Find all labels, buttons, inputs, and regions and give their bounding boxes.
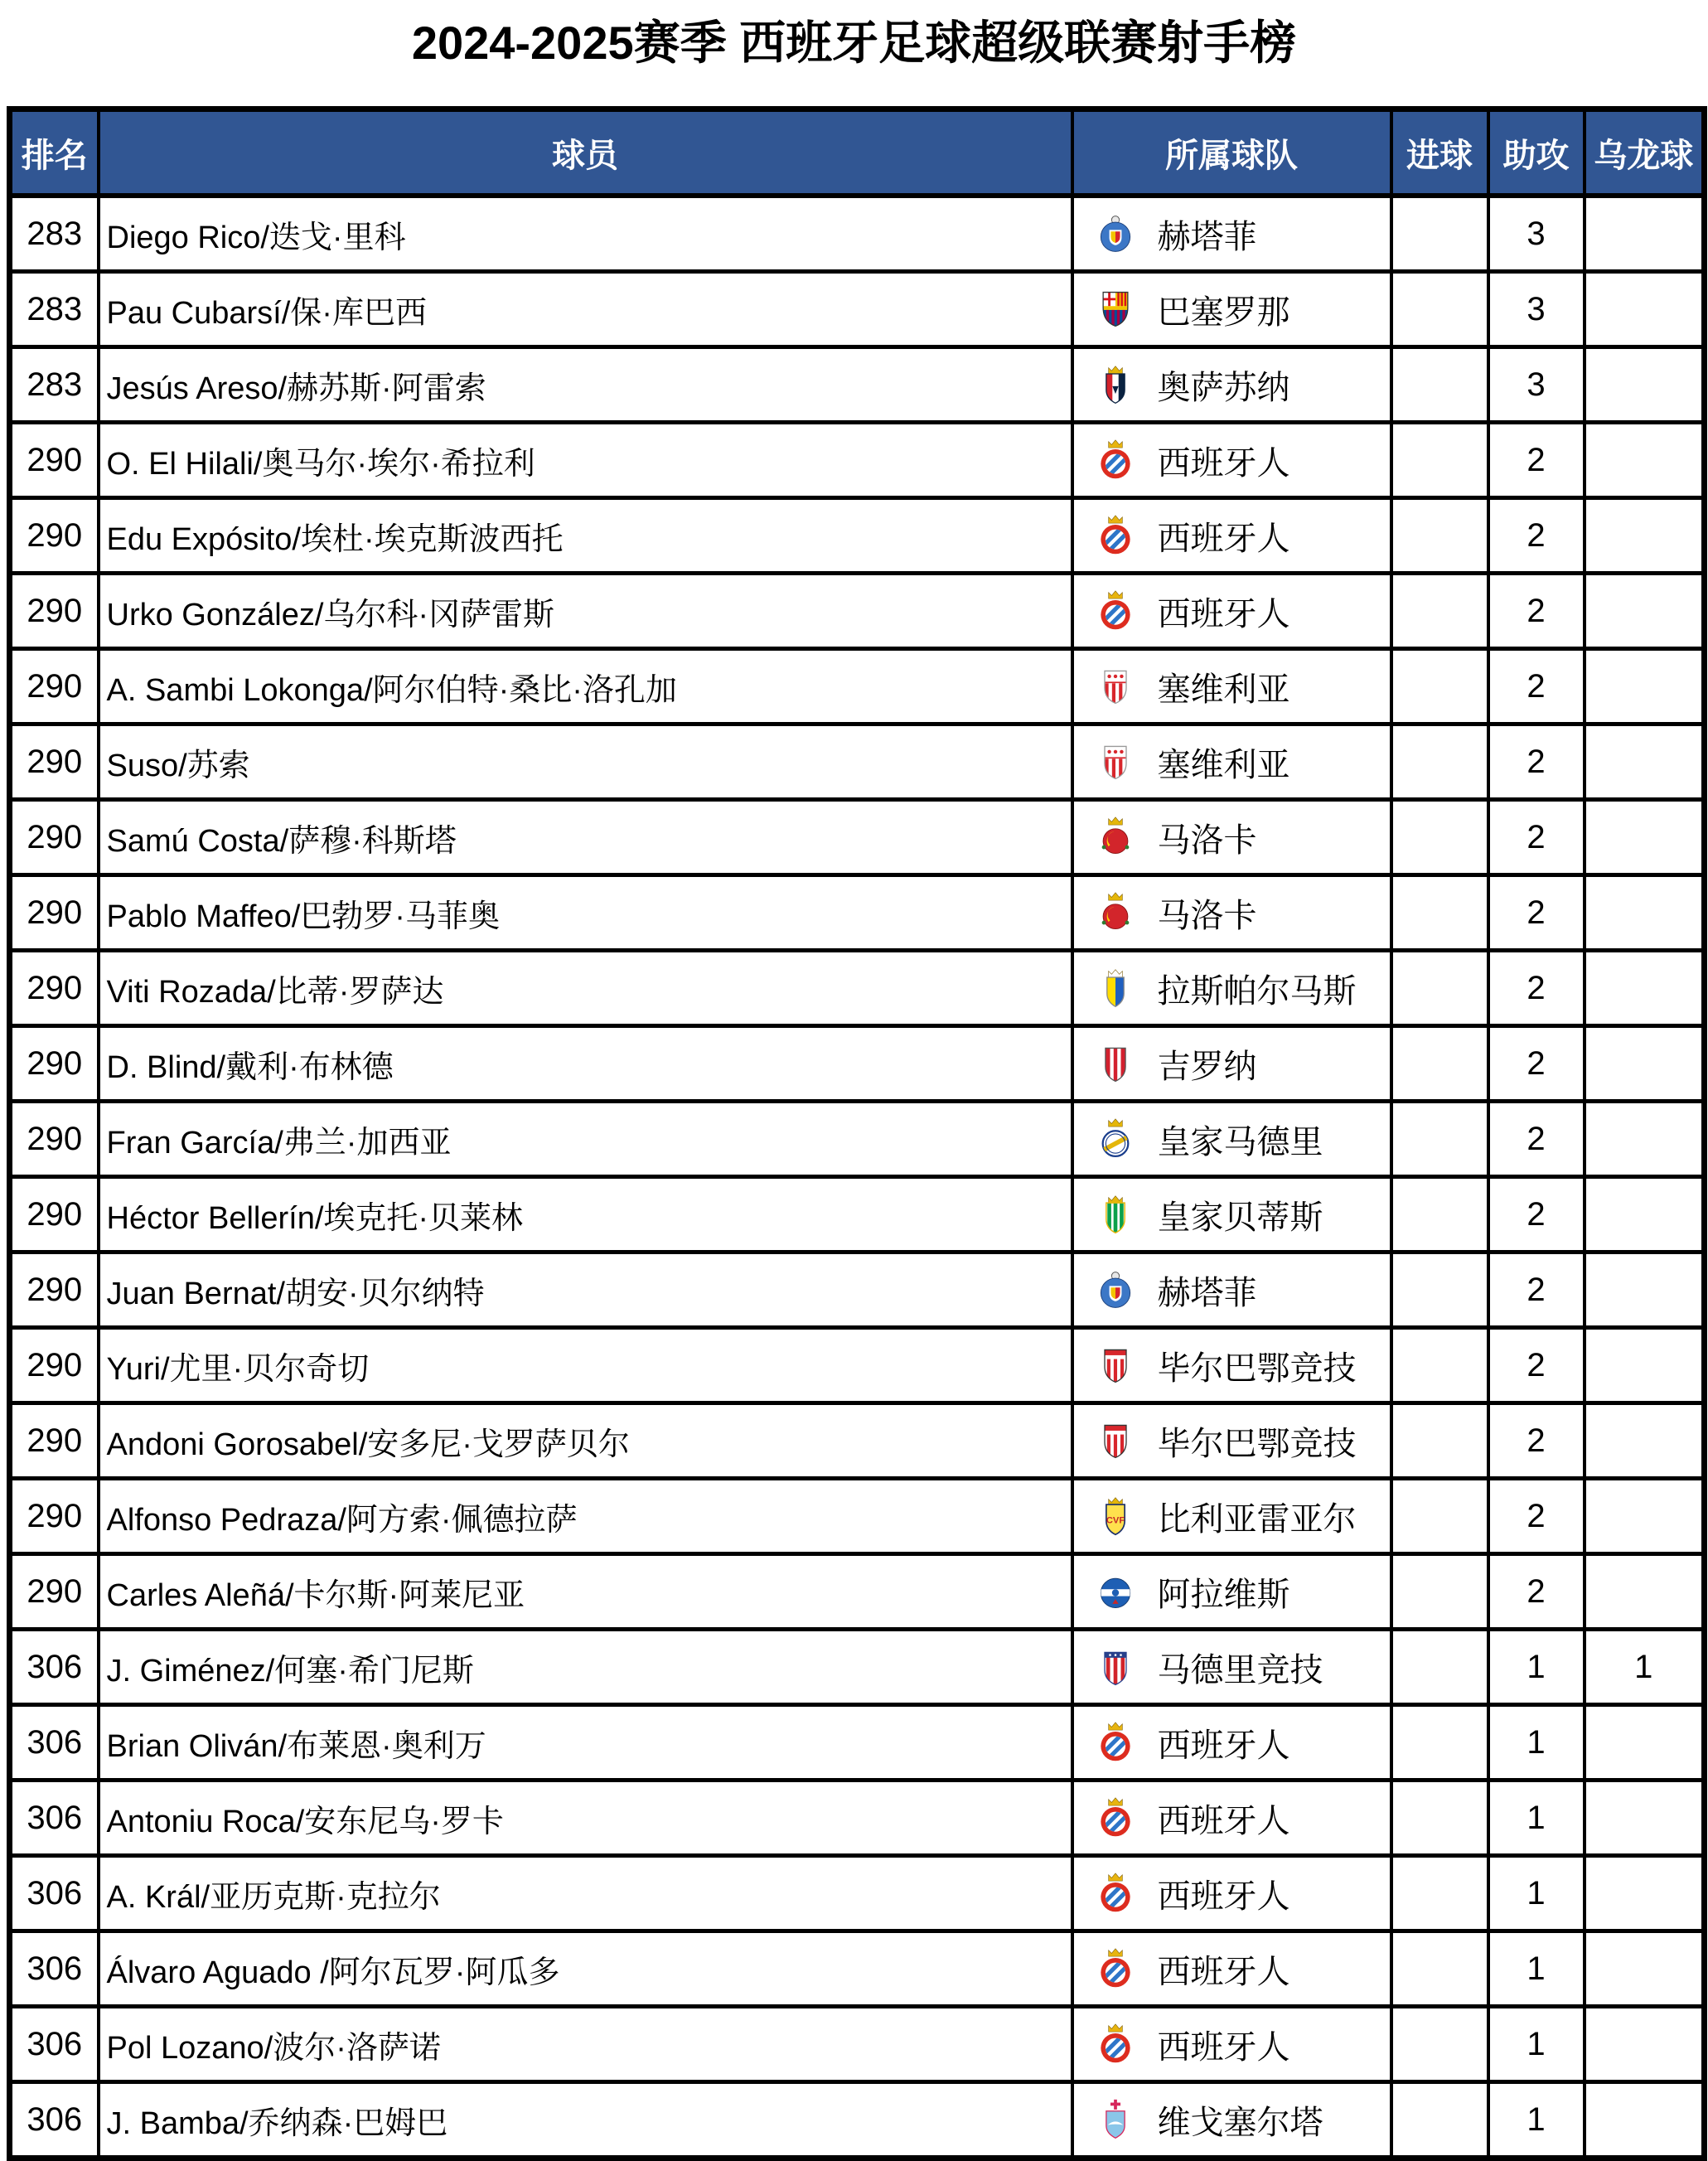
team-wrap [1075,739,1389,786]
own-goals-cell [1585,1102,1705,1177]
scorers-table [7,106,1707,2161]
sevilla-badge-icon [1096,740,1135,783]
espanyol-badge-icon [1096,1947,1135,1990]
player-cell: O. El Hilali/奥马尔·埃尔·希拉利 [99,423,1072,498]
goals-cell [1391,1177,1488,1253]
table-row [10,649,1705,724]
table-row [10,272,1705,347]
player-cell: Jesús Areso/赫苏斯·阿雷索 [99,347,1072,423]
team-cell [1072,1781,1391,1856]
goals-cell [1391,875,1488,951]
rank-cell: 290 [10,1177,99,1253]
espanyol-badge-icon [1096,589,1135,632]
team-name: 赫塔菲 [1157,218,1257,255]
goals-cell [1391,272,1488,347]
team-cell [1072,2007,1391,2082]
rank-cell: 290 [10,800,99,875]
team-cell [1072,1403,1391,1479]
team-cell [1072,423,1391,498]
team-cell [1072,875,1391,951]
team-wrap [1075,588,1389,635]
rank-cell: 306 [10,2007,99,2082]
team-name: 比利亚雷亚尔 [1157,1500,1357,1538]
goals-cell [1391,1328,1488,1403]
table-row [10,574,1705,649]
player-cell: Fran García/弗兰·加西亚 [99,1102,1072,1177]
column-header-goals: 进球 [1391,109,1488,196]
assists-cell: 2 [1488,1253,1585,1328]
own-goals-cell [1585,1856,1705,1931]
barcelona-badge-icon [1096,288,1135,331]
goals-cell [1391,1253,1488,1328]
rank-cell: 290 [10,951,99,1026]
player-cell: Samú Costa/萨穆·科斯塔 [99,800,1072,875]
team-wrap [1075,814,1389,861]
goals-cell [1391,1102,1488,1177]
assists-cell: 2 [1488,649,1585,724]
team-wrap [1075,1116,1389,1163]
rank-cell: 306 [10,1856,99,1931]
rank-cell: 290 [10,1554,99,1630]
assists-cell: 2 [1488,1102,1585,1177]
svg-text:CVF: CVF [1106,1515,1125,1526]
team-cell [1072,1931,1391,2007]
table-row [10,347,1705,423]
team-wrap [1075,286,1389,333]
team-name: 马德里竞技 [1157,1651,1323,1689]
assists-cell: 1 [1488,1705,1585,1781]
team-wrap [1075,361,1389,409]
team-cell [1072,649,1391,724]
team-wrap [1075,1417,1389,1465]
team-wrap [1075,663,1389,710]
team-cell [1072,1102,1391,1177]
player-cell: Yuri/尤里·贝尔奇切 [99,1328,1072,1403]
column-header-player: 球员 [99,109,1072,196]
goals-cell [1391,423,1488,498]
goals-cell [1391,1026,1488,1102]
team-name: 西班牙人 [1157,595,1290,632]
rank-cell: 283 [10,196,99,272]
own-goals-cell [1585,1554,1705,1630]
goals-cell [1391,498,1488,574]
player-cell: Alfonso Pedraza/阿方索·佩德拉萨 [99,1479,1072,1554]
column-header-rank: 排名 [10,109,99,196]
player-cell: Carles Aleñá/卡尔斯·阿莱尼亚 [99,1554,1072,1630]
team-name: 西班牙人 [1157,1953,1290,1990]
column-header-assists: 助攻 [1488,109,1585,196]
athletic-badge-icon [1096,1419,1135,1462]
player-cell: J. Giménez/何塞·希门尼斯 [99,1630,1072,1705]
own-goals-cell [1585,1177,1705,1253]
table-row [10,724,1705,800]
own-goals-cell [1585,423,1705,498]
assists-cell: 2 [1488,800,1585,875]
goals-cell [1391,1856,1488,1931]
team-wrap [1075,1040,1389,1088]
team-wrap [1075,1795,1389,1842]
table-row [10,1328,1705,1403]
getafe-badge-icon [1096,212,1135,255]
goals-cell [1391,574,1488,649]
team-cell [1072,1328,1391,1403]
alaves-badge-icon [1096,1570,1135,1613]
table-row [10,1856,1705,1931]
osasuna-badge-icon [1096,363,1135,406]
team-cell [1072,1630,1391,1705]
assists-cell: 2 [1488,423,1585,498]
espanyol-badge-icon [1096,438,1135,482]
team-cell [1072,1177,1391,1253]
assists-cell: 2 [1488,875,1585,951]
table-row [10,196,1705,272]
rank-cell: 290 [10,423,99,498]
team-wrap [1075,1493,1389,1540]
assists-cell: 3 [1488,347,1585,423]
rank-cell: 306 [10,1781,99,1856]
table-row [10,1931,1705,2007]
rank-cell: 290 [10,649,99,724]
goals-cell [1391,1554,1488,1630]
girona-badge-icon [1096,1042,1135,1085]
rank-cell: 283 [10,272,99,347]
goals-cell [1391,1931,1488,2007]
own-goals-cell [1585,347,1705,423]
assists-cell: 1 [1488,2082,1585,2159]
assists-cell: 1 [1488,1856,1585,1931]
team-name: 马洛卡 [1157,897,1257,934]
athletic-badge-icon [1096,1344,1135,1387]
own-goals-cell [1585,649,1705,724]
team-wrap [1075,1719,1389,1766]
own-goals-cell [1585,574,1705,649]
assists-cell: 2 [1488,724,1585,800]
team-wrap [1075,2096,1389,2144]
assists-cell: 2 [1488,1554,1585,1630]
table-row [10,1781,1705,1856]
team-name: 赫塔菲 [1157,1274,1257,1311]
own-goals-cell [1585,2082,1705,2159]
own-goals-cell [1585,1705,1705,1781]
assists-cell: 1 [1488,1931,1585,2007]
espanyol-badge-icon [1096,1721,1135,1764]
team-name: 西班牙人 [1157,1727,1290,1764]
team-name: 西班牙人 [1157,2028,1290,2066]
goals-cell [1391,2082,1488,2159]
player-cell: Pablo Maffeo/巴勃罗·马菲奥 [99,875,1072,951]
table-row [10,800,1705,875]
team-wrap [1075,437,1389,484]
player-cell: J. Bamba/乔纳森·巴姆巴 [99,2082,1072,2159]
player-cell: Juan Bernat/胡安·贝尔纳特 [99,1253,1072,1328]
team-cell [1072,800,1391,875]
goals-cell [1391,1479,1488,1554]
player-cell: A. Král/亚历克斯·克拉尔 [99,1856,1072,1931]
team-name: 皇家马德里 [1157,1123,1323,1160]
team-name: 毕尔巴鄂竞技 [1157,1349,1357,1387]
rank-cell: 306 [10,1630,99,1705]
goals-cell [1391,1630,1488,1705]
assists-cell: 2 [1488,1026,1585,1102]
team-cell [1072,2082,1391,2159]
table-row [10,951,1705,1026]
player-cell: Pau Cubarsí/保·库巴西 [99,272,1072,347]
header-row [10,109,1705,196]
assists-cell: 2 [1488,1177,1585,1253]
team-cell [1072,1554,1391,1630]
team-wrap [1075,1191,1389,1238]
table-row [10,2007,1705,2082]
espanyol-badge-icon [1096,514,1135,557]
getafe-badge-icon [1096,1268,1135,1311]
own-goals-cell [1585,800,1705,875]
rank-cell: 290 [10,724,99,800]
team-wrap [1075,1945,1389,1993]
table-row [10,1479,1705,1554]
rank-cell: 306 [10,1705,99,1781]
sevilla-badge-icon [1096,665,1135,708]
own-goals-cell [1585,1253,1705,1328]
team-name: 西班牙人 [1157,444,1290,482]
own-goals-cell [1585,1931,1705,2007]
goals-cell [1391,1781,1488,1856]
assists-cell: 3 [1488,196,1585,272]
rank-cell: 290 [10,875,99,951]
team-wrap [1075,2021,1389,2068]
team-wrap [1075,1644,1389,1691]
own-goals-cell: 1 [1585,1630,1705,1705]
table-row [10,1026,1705,1102]
own-goals-cell [1585,1781,1705,1856]
team-cell [1072,724,1391,800]
team-name: 西班牙人 [1157,1802,1290,1839]
table-row [10,423,1705,498]
table-row [10,1705,1705,1781]
table-row [10,1253,1705,1328]
goals-cell [1391,800,1488,875]
player-cell: Diego Rico/迭戈·里科 [99,196,1072,272]
table-row [10,498,1705,574]
espanyol-badge-icon [1096,2023,1135,2066]
mallorca-badge-icon [1096,891,1135,934]
column-header-team: 所属球队 [1072,109,1391,196]
team-name: 巴塞罗那 [1157,293,1290,331]
assists-cell: 1 [1488,2007,1585,2082]
team-name: 塞维利亚 [1157,671,1290,708]
own-goals-cell [1585,1328,1705,1403]
player-cell: Edu Expósito/埃杜·埃克斯波西托 [99,498,1072,574]
assists-cell: 2 [1488,1479,1585,1554]
rank-cell: 306 [10,2082,99,2159]
rank-cell: 283 [10,347,99,423]
villarreal-badge-icon [1096,1495,1135,1538]
las-palmas-badge-icon [1096,967,1135,1010]
own-goals-cell [1585,196,1705,272]
goals-cell [1391,649,1488,724]
team-wrap [1075,211,1389,258]
player-cell: A. Sambi Lokonga/阿尔伯特·桑比·洛孔加 [99,649,1072,724]
own-goals-cell [1585,498,1705,574]
team-cell [1072,1479,1391,1554]
assists-cell: 1 [1488,1630,1585,1705]
own-goals-cell [1585,724,1705,800]
team-cell [1072,1253,1391,1328]
team-name: 皇家贝蒂斯 [1157,1199,1323,1236]
team-name: 毕尔巴鄂竞技 [1157,1425,1357,1462]
rank-cell: 290 [10,1403,99,1479]
team-name: 阿拉维斯 [1157,1576,1290,1613]
team-name: 维戈塞尔塔 [1157,2104,1323,2141]
goals-cell [1391,196,1488,272]
own-goals-cell [1585,1403,1705,1479]
team-wrap [1075,1267,1389,1314]
rank-cell: 290 [10,1479,99,1554]
assists-cell: 2 [1488,498,1585,574]
own-goals-cell [1585,1479,1705,1554]
team-cell [1072,498,1391,574]
rank-cell: 290 [10,1328,99,1403]
celta-badge-icon [1096,2098,1135,2141]
goals-cell [1391,724,1488,800]
team-cell [1072,1705,1391,1781]
assists-cell: 2 [1488,1403,1585,1479]
rank-cell: 290 [10,1253,99,1328]
team-cell [1072,574,1391,649]
player-cell: Viti Rozada/比蒂·罗萨达 [99,951,1072,1026]
assists-cell: 1 [1488,1781,1585,1856]
own-goals-cell [1585,272,1705,347]
own-goals-cell [1585,1026,1705,1102]
player-cell: Pol Lozano/波尔·洛萨诺 [99,2007,1072,2082]
team-wrap [1075,1568,1389,1616]
team-name: 西班牙人 [1157,520,1290,557]
team-wrap [1075,965,1389,1012]
player-cell: Urko González/乌尔科·冈萨雷斯 [99,574,1072,649]
team-wrap [1075,1342,1389,1389]
assists-cell: 3 [1488,272,1585,347]
team-name: 塞维利亚 [1157,746,1290,783]
team-cell [1072,951,1391,1026]
espanyol-badge-icon [1096,1796,1135,1839]
own-goals-cell [1585,951,1705,1026]
real-madrid-badge-icon [1096,1117,1135,1160]
betis-badge-icon [1096,1193,1135,1236]
player-cell: Héctor Bellerín/埃克托·贝莱林 [99,1177,1072,1253]
assists-cell: 2 [1488,1328,1585,1403]
team-wrap [1075,889,1389,937]
team-cell [1072,1026,1391,1102]
goals-cell [1391,347,1488,423]
column-header-own_goals: 乌龙球 [1585,109,1705,196]
team-name: 拉斯帕尔马斯 [1157,972,1357,1010]
team-name: 马洛卡 [1157,821,1257,859]
goals-cell [1391,1403,1488,1479]
table-row [10,1102,1705,1177]
team-name: 吉罗纳 [1157,1048,1257,1085]
player-cell: Andoni Gorosabel/安多尼·戈罗萨贝尔 [99,1403,1072,1479]
goals-cell [1391,2007,1488,2082]
player-cell: Suso/苏索 [99,724,1072,800]
assists-cell: 2 [1488,574,1585,649]
espanyol-badge-icon [1096,1872,1135,1915]
rank-cell: 290 [10,1102,99,1177]
table-row [10,1554,1705,1630]
team-name: 奥萨苏纳 [1157,369,1290,406]
table-row [10,1630,1705,1705]
goals-cell [1391,1705,1488,1781]
team-wrap [1075,1870,1389,1917]
team-wrap [1075,512,1389,560]
table-row [10,2082,1705,2159]
player-cell: Antoniu Roca/安东尼乌·罗卡 [99,1781,1072,1856]
team-cell [1072,347,1391,423]
table-row [10,875,1705,951]
rank-cell: 306 [10,1931,99,2007]
player-cell: Brian Oliván/布莱恩·奥利万 [99,1705,1072,1781]
player-cell: Álvaro Aguado /阿尔瓦罗·阿瓜多 [99,1931,1072,2007]
rank-cell: 290 [10,498,99,574]
page-title: 2024-2025赛季 西班牙足球超级联赛射手榜 [411,17,1297,69]
goals-cell [1391,951,1488,1026]
team-cell [1072,1856,1391,1931]
rank-cell: 290 [10,574,99,649]
team-cell [1072,272,1391,347]
team-name: 西班牙人 [1157,1878,1290,1915]
rank-cell: 290 [10,1026,99,1102]
assists-cell: 2 [1488,951,1585,1026]
mallorca-badge-icon [1096,816,1135,859]
team-cell [1072,196,1391,272]
own-goals-cell [1585,2007,1705,2082]
table-row [10,1177,1705,1253]
own-goals-cell [1585,875,1705,951]
player-cell: D. Blind/戴利·布林德 [99,1026,1072,1102]
atletico-badge-icon [1096,1645,1135,1689]
table-row [10,1403,1705,1479]
